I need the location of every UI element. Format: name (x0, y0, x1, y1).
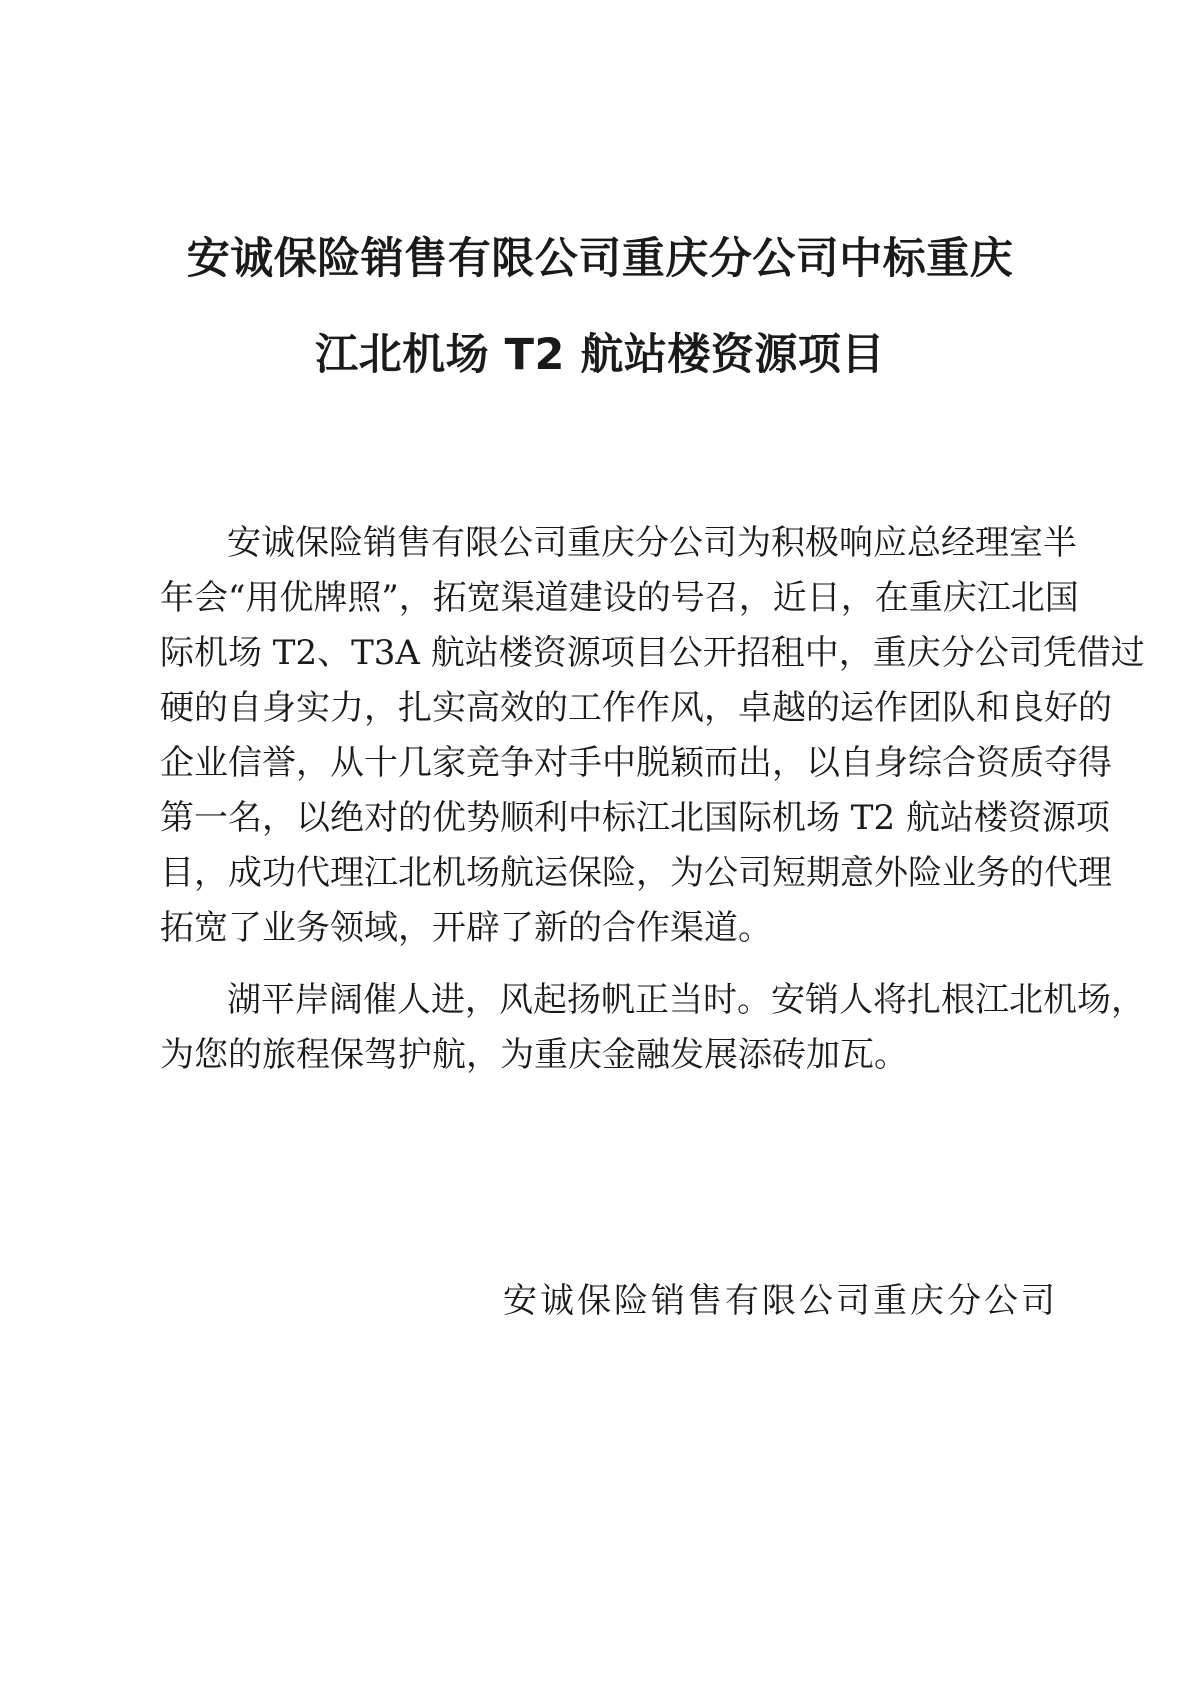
paragraph-1-line-8: 拓宽了业务领域，开辟了新的合作渠道。 (160, 908, 772, 948)
paragraph-1-line-3: 际机场 T2、T3A 航站楼资源项目公开招租中，重庆分公司凭借过 (160, 633, 1145, 673)
paragraph-1-line-7: 目，成功代理江北机场航运保险，为公司短期意外险业务的代理 (160, 853, 1112, 893)
paragraph-1-line-4: 硬的自身实力，扎实高效的工作作风，卓越的运作团队和良好的 (160, 688, 1112, 728)
paragraph-1-line-5: 企业信誉，从十几家竞争对手中脱颖而出，以自身综合资质夺得 (160, 743, 1112, 783)
paragraph-1-line-1: 安诚保险销售有限公司重庆分公司为积极响应总经理室半 (227, 523, 1077, 563)
paragraph-2-line-2: 为您的旅程保驾护航，为重庆金融发展添砖加瓦。 (160, 1035, 908, 1075)
document-title-line-1: 安诚保险销售有限公司重庆分公司中标重庆 (186, 234, 1014, 284)
paragraph-1-line-2: 年会“用优牌照”，拓宽渠道建设的号召，近日，在重庆江北国 (160, 578, 1079, 618)
paragraph-1-line-6: 第一名，以绝对的优势顺利中标江北国际机场 T2 航站楼资源项 (160, 798, 1110, 838)
document-title-line-2: 江北机场 T2 航站楼资源项目 (315, 330, 885, 380)
paragraph-2-line-1: 湖平岸阔催人进，风起扬帆正当时。安销人将扎根江北机场， (227, 980, 1145, 1020)
signature: 安诚保险销售有限公司重庆分公司 (503, 1281, 1058, 1321)
